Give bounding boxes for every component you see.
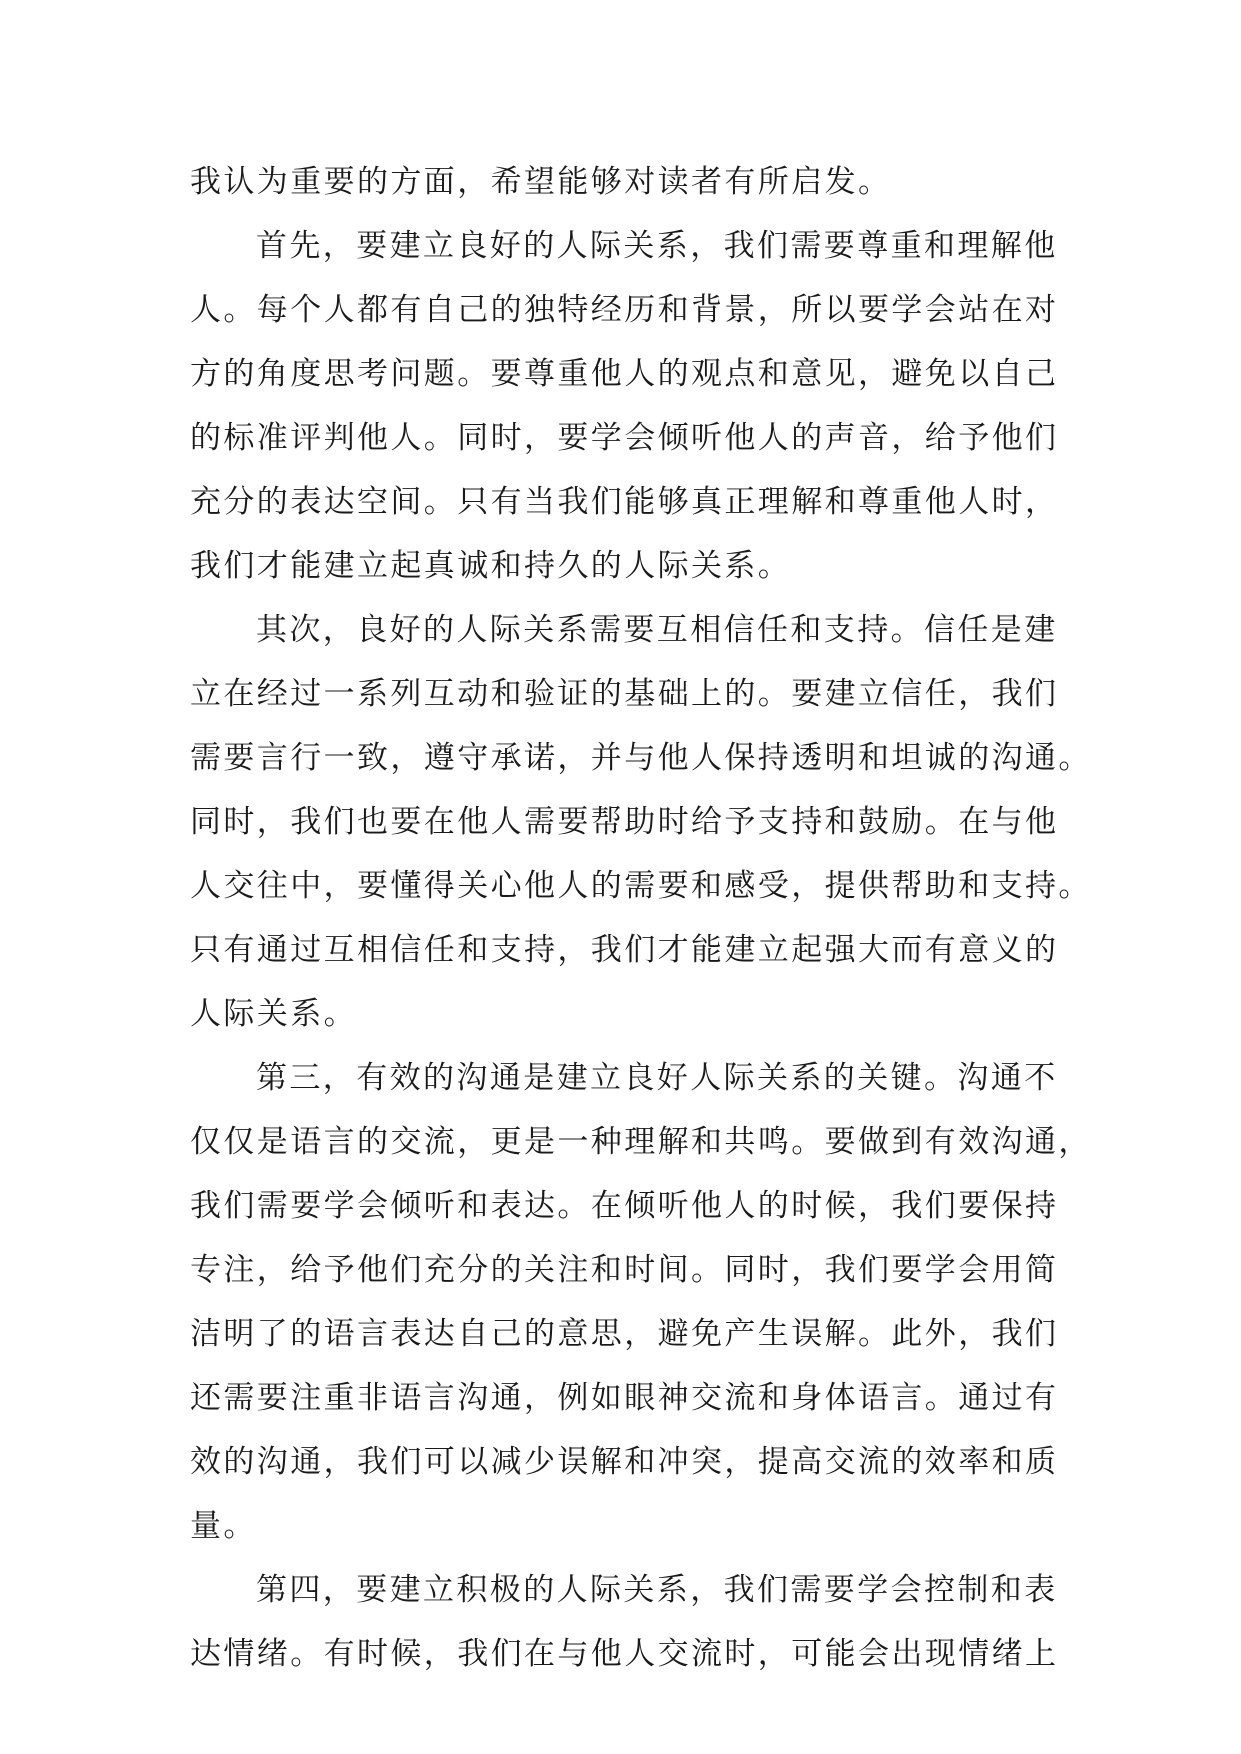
paragraph: [190, 150, 1060, 214]
text-line: 其次，良好的人际关系需要互相信任和支持。信任是建: [256, 612, 1058, 648]
text-line: 我们需要学会倾听和表达。在倾听他人的时候，我们要保持: [190, 1188, 1059, 1224]
text-line: 只有通过互相信任和支持，我们才能建立起强大而有意义的: [190, 932, 1059, 968]
text-line: 洁明了的语言表达自己的意思，避免产生误解。此外，我们: [190, 1316, 1059, 1352]
text-line: 第四，要建立积极的人际关系，我们需要学会控制和表: [256, 1572, 1058, 1608]
text-line: 量。: [190, 1508, 257, 1544]
text-line: 充分的表达空间。只有当我们能够真正理解和尊重他人时，: [190, 484, 1059, 520]
paragraph: [190, 598, 1092, 1046]
text-line: 效的沟通，我们可以减少误解和冲突，提高交流的效率和质: [190, 1444, 1059, 1480]
text-line: 立在经过一系列互动和验证的基础上的。要建立信任，我们: [190, 676, 1059, 712]
text-line: 专注，给予他们充分的关注和时间。同时，我们要学会用简: [190, 1252, 1059, 1288]
paragraph: [190, 1558, 1060, 1686]
text-line: 需要言行一致，遵守承诺，并与他人保持透明和坦诚的沟通。: [190, 740, 1092, 776]
text-line: 还需要注重非语言沟通，例如眼神交流和身体语言。通过有: [190, 1380, 1059, 1416]
paragraph: [190, 214, 1060, 598]
text-line: 我们才能建立起真诚和持久的人际关系。: [190, 548, 792, 584]
text-line: 仅仅是语言的交流，更是一种理解和共鸣。要做到有效沟通，: [190, 1124, 1092, 1160]
text-line: 人交往中，要懂得关心他人的需要和感受，提供帮助和支持。: [190, 868, 1092, 904]
text-line: 人。每个人都有自己的独特经历和背景，所以要学会站在对: [190, 292, 1059, 328]
text-line: 首先，要建立良好的人际关系，我们需要尊重和理解他: [256, 228, 1058, 264]
text-line: 我认为重要的方面，希望能够对读者有所启发。: [190, 164, 892, 200]
text-line: 第三，有效的沟通是建立良好人际关系的关键。沟通不: [256, 1060, 1058, 1096]
text-line: 人际关系。: [190, 996, 357, 1032]
text-line: 达情绪。有时候，我们在与他人交流时，可能会出现情绪上: [190, 1636, 1059, 1672]
paragraph: [190, 1046, 1092, 1558]
document-body: [190, 150, 1092, 1686]
text-line: 方的角度思考问题。要尊重他人的观点和意见，避免以自己: [190, 356, 1059, 392]
text-line: 的标准评判他人。同时，要学会倾听他人的声音，给予他们: [190, 420, 1059, 456]
text-line: 同时，我们也要在他人需要帮助时给予支持和鼓励。在与他: [190, 804, 1059, 840]
